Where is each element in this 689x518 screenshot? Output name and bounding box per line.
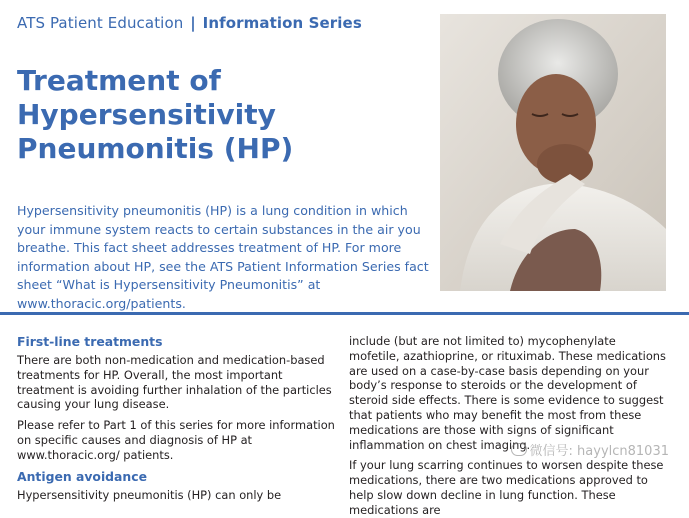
left-column xyxy=(17,334,335,502)
heading-antigen-avoidance: Antigen avoidance xyxy=(17,468,147,484)
series-header xyxy=(17,14,362,32)
left-para-3: Hypersensitivity pneumonitis (HP) can only be xyxy=(17,487,282,502)
right-para-1: include (but are not limited to) mycophenylate mofetile, azathioprine, or rituximab. These medications are used on a case-by-case basis depending on your body’s response to steroids or the development of steroid side effects. There is some evidence to suggest that patients who may benefit the most from these medications are those with signs of significant inflammation on chest imaging. xyxy=(349,334,666,452)
patient-photo xyxy=(440,14,666,291)
watermark xyxy=(511,440,669,459)
wechat-icon xyxy=(511,443,527,456)
watermark-text: 微信号: hayylcn81031 xyxy=(529,444,669,459)
left-para-1: There are both non-medication and medication-based treatments for HP. Overall, the most important treatment is avoiding further inhalation of the particles causing your lung disease. xyxy=(17,353,332,412)
left-para-2: Please refer to Part 1 of this series for more information on specific causes and diagnosis of HP at www.thoracic.org/ patients. xyxy=(17,418,335,462)
page-title: Treatment of Hypersensitivity Pneumonitis (HP) xyxy=(17,64,294,165)
series-label: ATS Patient Education xyxy=(17,14,184,32)
right-column xyxy=(349,334,667,518)
patient-photo-illustration xyxy=(440,14,666,291)
series-separator: | xyxy=(190,14,196,32)
series-name: Information Series xyxy=(202,14,362,32)
heading-first-line: First-line treatments xyxy=(17,334,163,349)
section-divider xyxy=(0,312,689,315)
right-para-2: If your lung scarring continues to worsen despite these medications, there are two medications approved to help slow down decline in lung function. These medications are xyxy=(349,458,664,517)
intro-paragraph: Hypersensitivity pneumonitis (HP) is a lung condition in which your immune system reacts to certain substances in the air you breathe. This fact sheet addresses treatment of HP. For more information about HP, see the ATS Patient Information Series fact sheet “What is Hypersensitivity Pneumonitis” at www.thoracic.org/patients. xyxy=(17,203,429,311)
